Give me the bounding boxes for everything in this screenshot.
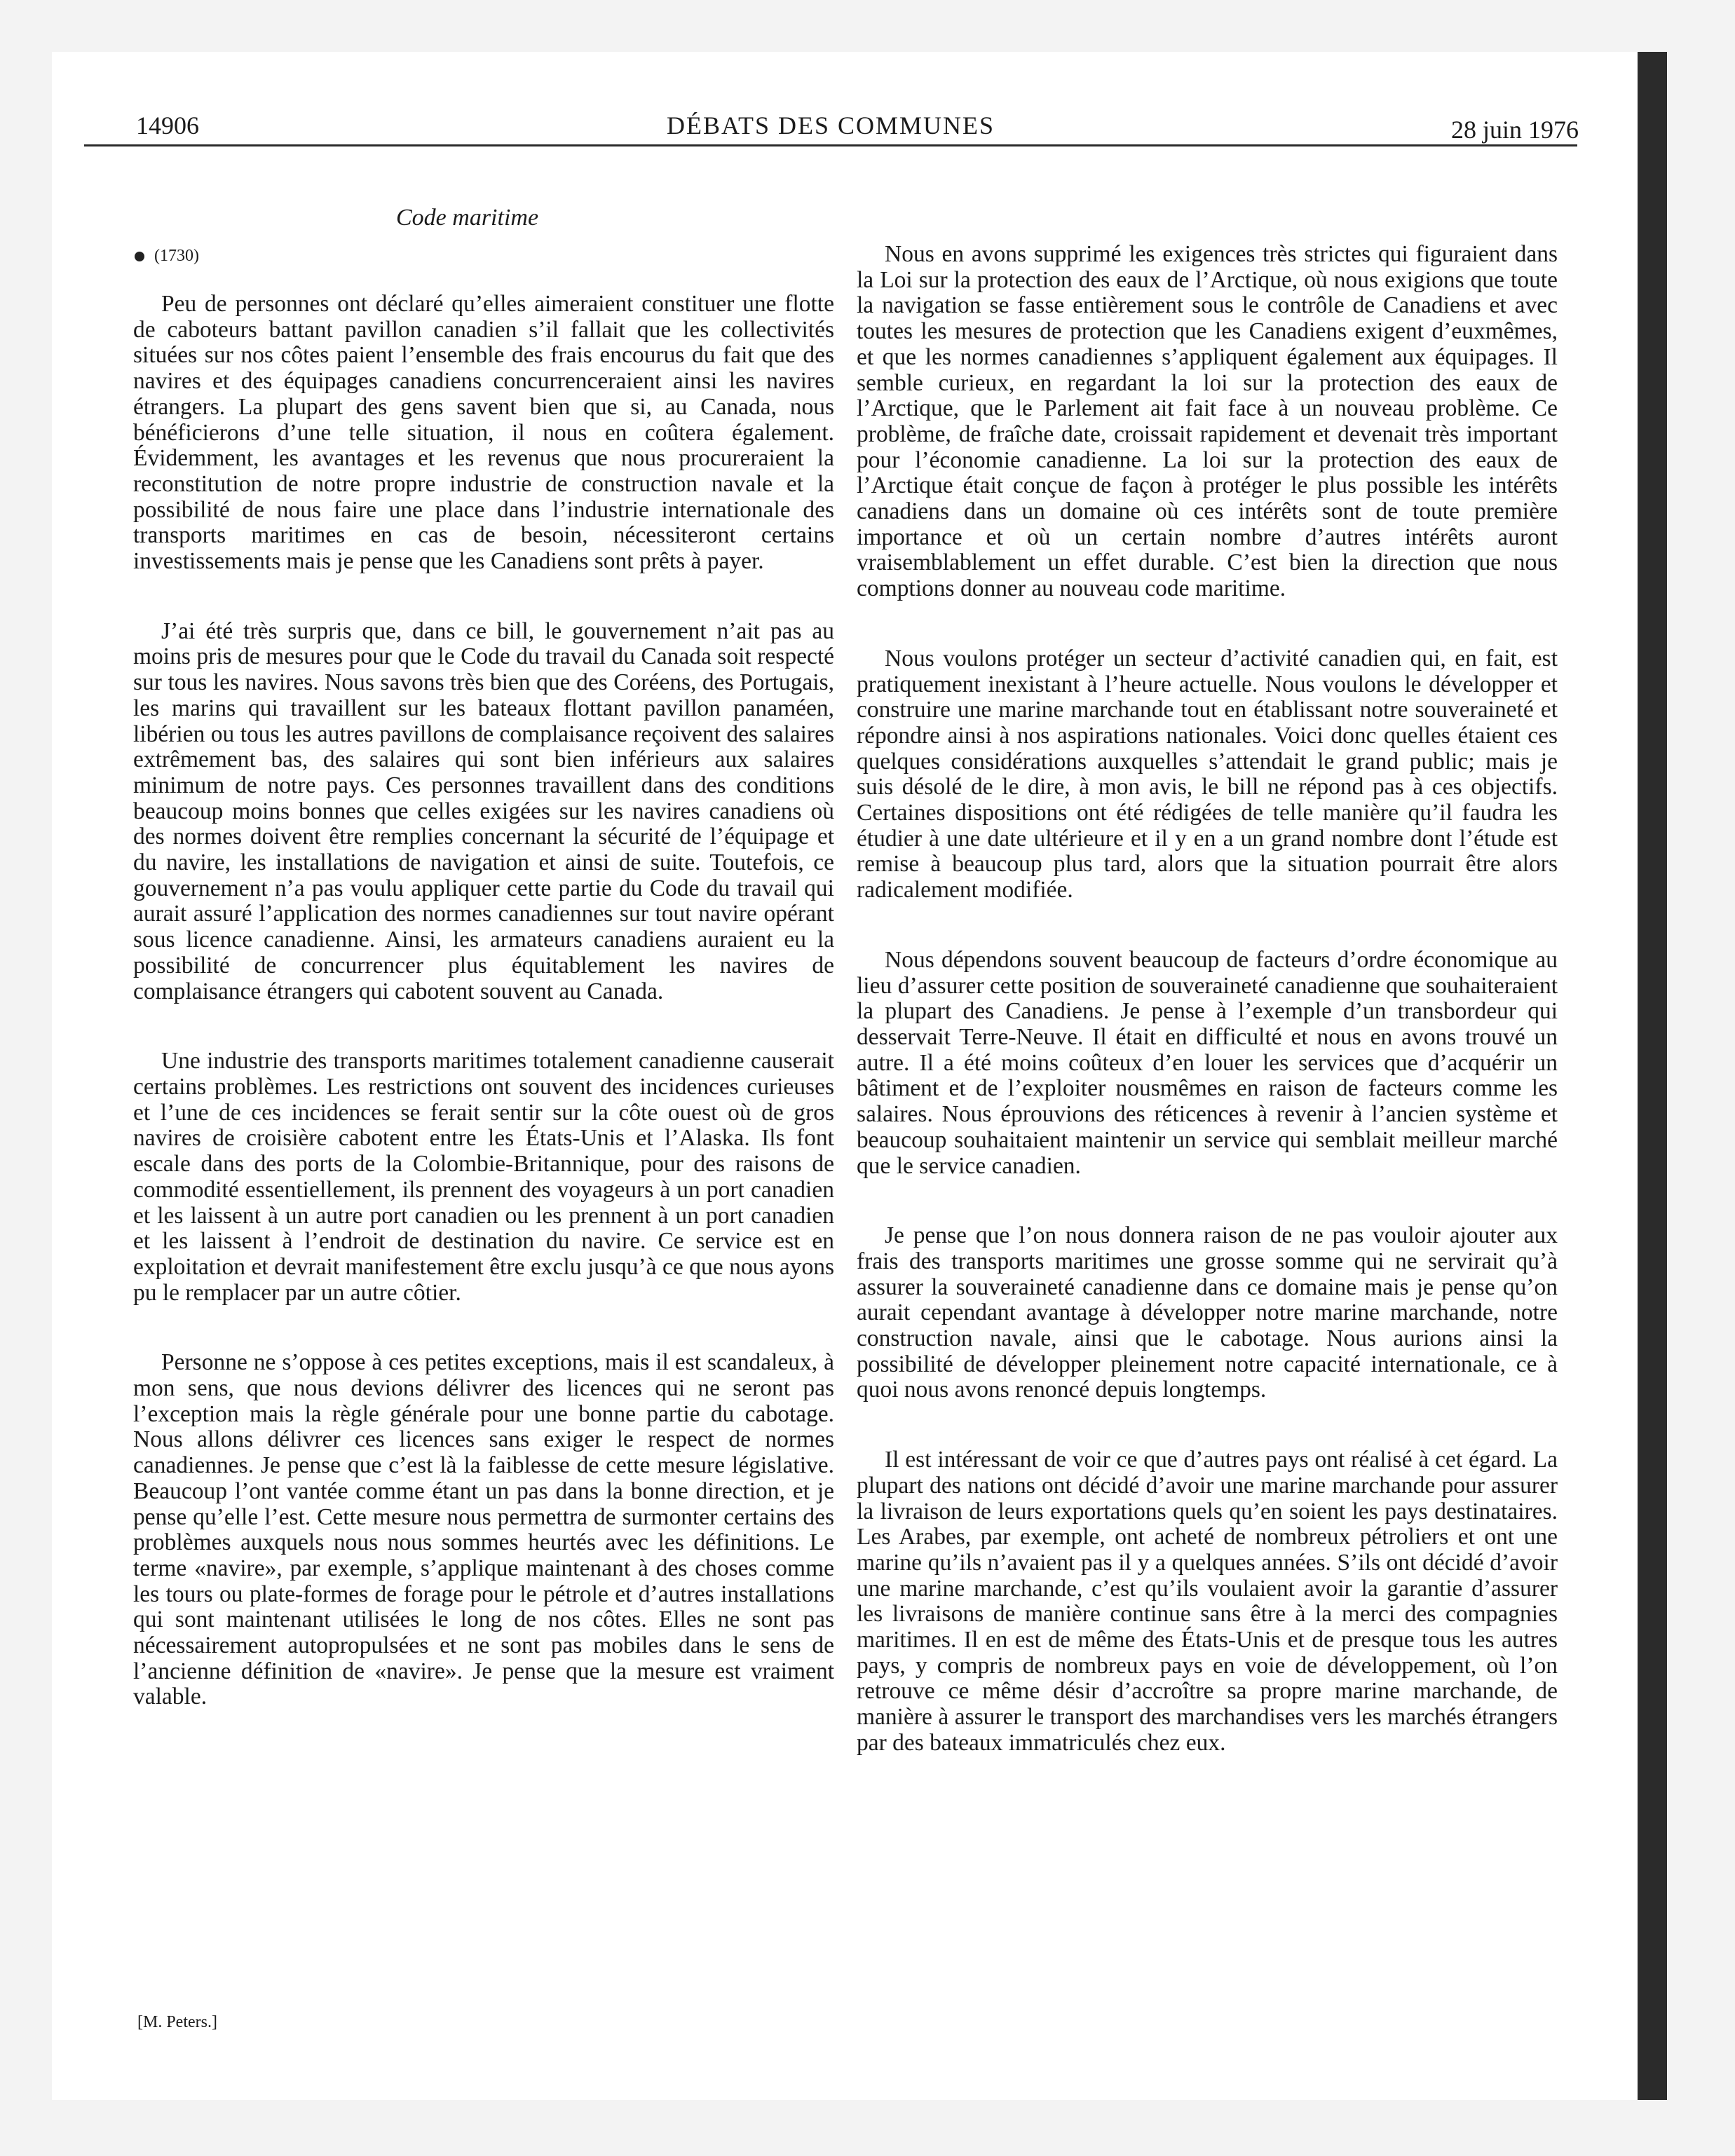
time-marker (135, 247, 199, 266)
publication-title: DÉBATS DES COMMUNES (666, 111, 995, 139)
paragraph: Nous dépendons souvent beaucoup de facteurs d’ordre économique au lieu d’assurer cette position de souveraineté canadienne que souhaiteraient la plupart des Canadiens. Je pense à l’exemple d’un transbordeur qui desservait Terre-Neuve. Il était en difficulté et nous en avons trouvé un autre. Il a été moins coûteux d’en louer les services que d’acquérir un bâtiment et de l’exploiter nousmêmes en raison de facteurs comme les salaires. Nous éprouvions des réticences à revenir à l’ancien système et beaucoup souhaitaient maintenir un service qui semblait meilleur marché que le service canadien. (857, 946, 1558, 1179)
paragraph: J’ai été très surpris que, dans ce bill, le gouvernement n’ait pas au moins pris de mesures pour que le Code du travail du Canada soit respecté sur tous les navires. Nous savons très bien que des Coréens, des Portugais, les marins qui travaillent sur les bateaux flottant pavillon panaméen, libérien ou tous les autres pavillons de complaisance reçoivent des salaires extrêmement bas, des salaires qui sont bien inférieurs aux salaires minimum de notre pays. Ces personnes travaillent dans des conditions beaucoup moins bonnes que celles exigées sur les navires canadiens où des normes doivent être remplies concernant la sécurité de l’équipage et du navire, les installations de navigation et ainsi de suite. Toutefois, ce gouvernement n’a pas voulu appliquer cette partie du Code du travail qui aurait assuré l’application des normes canadiennes sur tout navire opérant sous licence canadienne. Ainsi, les armateurs canadiens auraient eu la possibilité de concurrencer plus équitablement les navires de complaisance étrangers qui cabotent souvent au Canada. (133, 618, 834, 1004)
paragraph: Peu de personnes ont déclaré qu’elles aimeraient constituer une flotte de caboteurs battant pavillon canadien s’il fallait que les collectivités situées sur nos côtes paient l’ensemble des frais encourus du fait que des navires et des équipages canadiens concurrenceraient ainsi les navires étrangers. La plupart des gens savent bien que si, au Canada, nous bénéficierons d’une telle situation, il nous en coûtera également. Évidemment, les avantages et les revenus que nous procureraient la reconstitution de notre propre industrie de construction navale et la possibilité de nous faire une place dans l’industrie internationale des transports maritimes en cas de besoin, nécessiteront certains investissements mais je pense que les Canadiens sont prêts à payer. (133, 291, 834, 575)
paragraph: Personne ne s’oppose à ces petites exceptions, mais il est scandaleux, à mon sens, que nous devions délivrer des licences qui ne seront pas l’exception mais la règle générale pour une bonne partie du cabotage. Nous allons délivrer ces licences sans exiger le respect de normes canadiennes. Je pense que c’est là la faiblesse de cette mesure législative. Beaucoup l’ont vantée comme étant un pas dans la bonne direction, et je pense qu’elle l’est. Cette mesure nous permettra de surmonter certains des problèmes auxquels nous nous sommes heurtés avec les définitions. Le terme «navire», par exemple, s’applique maintenant à des choses comme les tours ou plate-formes de forage pour le pétrole et d’autres installations qui sont maintenant utilisées le long de nos côtes. Elles ne sont pas nécessairement autopropulsées et ne sont pas mobiles dans le sens de l’ancienne définition de «navire». Je pense que la mesure est vraiment valable. (133, 1349, 834, 1710)
section-title: Code maritime (396, 205, 539, 231)
right-column (857, 242, 1558, 1756)
paragraph: Il est intéressant de voir ce que d’autres pays ont réalisé à cet égard. La plupart des nations ont décidé d’avoir une marine marchande pour assurer la livraison de leurs exportations quels qu’en soient les pays destinataires. Les Arabes, par exemple, ont acheté de nombreux pétroliers et ont une marine qu’ils n’avaient pas il y a quelques années. S’ils ont décidé d’avoir une marine marchande, c’est qu’ils voulaient avoir la garantie d’assurer les livraisons de manière continue sans être à la merci des compagnies maritimes. Il en est de même des États-Unis et de presque tous les autres pays, y compris de nombreux pays en voie de développement, où l’on retrouve ce même désir d’accroître sa propre marine marchande, de manière à assurer le transport des marchandises vers les marchés étrangers par des bateaux immatriculés chez eux. (857, 1447, 1558, 1756)
time-label: (1730) (154, 247, 199, 265)
page-header (84, 105, 1577, 146)
bullet-icon (135, 252, 144, 261)
page-number: 14906 (136, 111, 199, 139)
scan-edge-bar (1638, 52, 1667, 2100)
paragraph: Une industrie des transports maritimes totalement canadienne causerait certains problèmes. Les restrictions ont souvent des incidences curieuses et l’une de ces incidences se ferait sentir sur la côte ouest où de gros navires de croisière cabotent entre les États-Unis et l’Alaska. Ils font escale dans des ports de la Colombie-Britannique, pour des raisons de commodité essentiellement, ils prennent des voyageurs à un port canadien et les laissent à un autre port canadien ou les prennent à un port canadien et les laissent à l’endroit de destination du navire. Ce service est en exploitation et devrait manifestement être exclu jusqu’à ce que nous ayons pu le remplacer par un autre côtier. (133, 1048, 834, 1306)
paragraph: Nous en avons supprimé les exigences très strictes qui figuraient dans la Loi sur la protection des eaux de l’Arctique, où nous exigions que toute la navigation se fasse entièrement sous le contrôle de Canadiens et avec toutes les mesures de protection que les Canadiens exigent d’euxmêmes, et que les normes canadiennes s’appliquent également aux équipages. Il semble curieux, en regardant la loi sur la protection des eaux de l’Arctique, que le Parlement ait fait face à un nouveau problème. Ce problème, de fraîche date, croissait rapidement et devenait très important pour l’économie canadienne. La loi sur la protection des eaux de l’Arctique était conçue de façon à protéger le plus possible les intérêts canadiens dans un domaine où ces intérêts sont de toute première importance et où un certain nombre d’autres intérêts auront vraisemblablement un effet durable. C’est bien la direction que nous comptions donner au nouveau code maritime. (857, 241, 1558, 602)
paragraph: Je pense que l’on nous donnera raison de ne pas vouloir ajouter aux frais des transports maritimes une grosse somme qui ne servirait qu’à assurer la souveraineté canadienne dans ce domaine mais je pense qu’on aurait cependant avantage à développer notre marine marchande, notre construction navale, ainsi que le cabotage. Nous aurions ainsi la possibilité de développer pleinement notre capacité internationale, ce à quoi nous avons renoncé depuis longtemps. (857, 1222, 1558, 1403)
paragraph: Nous voulons protéger un secteur d’activité canadien qui, en fait, est pratiquement inexistant à l’heure actuelle. Nous voulons le développer et construire une marine marchande tout en établissant notre souveraineté et répondre ainsi à nos aspirations nationales. Voici donc quelles étaient ces quelques considérations auxquelles s’attendait le grand public; mais je suis désolé de le dire, à mon avis, le bill ne répond pas à ces objectifs. Certaines dispositions ont été rédigées de telle manière qu’il faudra les étudier à une date ultérieure et il y en a un grand nombre dont l’étude est remise à beaucoup plus tard, alors que la situation pourrait être alors radicalement modifiée. (857, 645, 1558, 903)
publication-date: 28 juin 1976 (1450, 116, 1579, 144)
speaker-attribution: [M. Peters.] (137, 2013, 217, 2031)
